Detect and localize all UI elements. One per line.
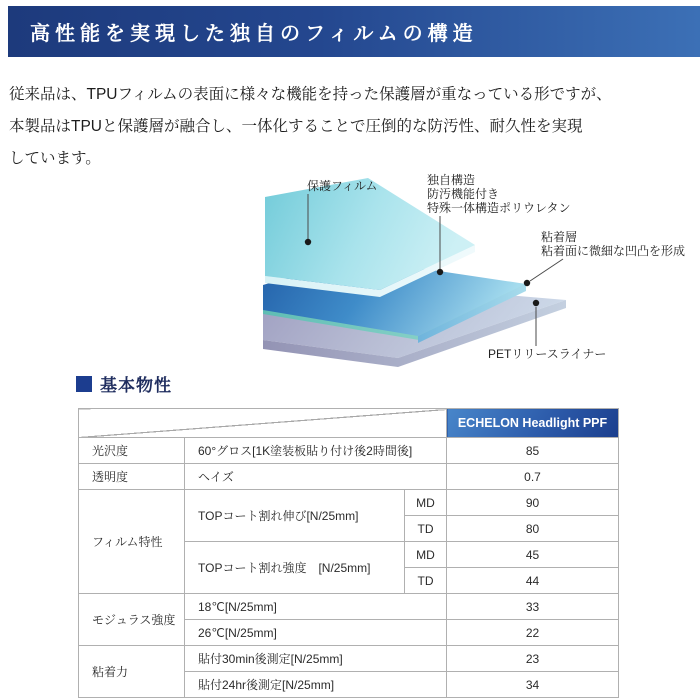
table-cell-value: 33	[447, 594, 619, 620]
table-cell-desc: 貼付30min後測定[N/25mm]	[185, 646, 447, 672]
label-pet-liner: PETリリースライナー	[488, 347, 607, 361]
intro-line: 従来品は、TPUフィルムの表面に様々な機能を持った保護層が重なっている形ですが、	[9, 86, 612, 103]
page-title: 高性能を実現した独自のフィルムの構造	[30, 21, 478, 45]
label-line-adhesive	[530, 259, 563, 281]
table-cell-direction: TD	[405, 516, 447, 542]
label-dot-adhesive	[524, 280, 530, 286]
table-cell-value: 22	[447, 620, 619, 646]
label-adhesive-1: 粘着層	[541, 230, 578, 244]
intro-paragraph	[9, 79, 694, 175]
table-cell-desc: TOPコート割れ強度 [N/25mm]	[185, 542, 405, 594]
table-cell-desc: 18℃[N/25mm]	[185, 594, 447, 620]
basic-properties-table	[78, 408, 619, 698]
table-cell-category: 光沢度	[79, 438, 185, 464]
diagonal-line-cell	[79, 409, 447, 438]
table-cell-value: 85	[447, 438, 619, 464]
section-title-text: 基本物性	[100, 376, 172, 395]
table-cell-value: 23	[447, 646, 619, 672]
label-adhesive-2: 粘着面に微細な凹凸を形成	[541, 244, 686, 258]
intro-line: 本製品はTPUと保護層が融合し、一体化することで圧倒的な防汚性、耐久性を実現	[9, 118, 583, 135]
table-row-film-elongation-md	[79, 490, 619, 516]
square-bullet-icon	[76, 376, 92, 392]
label-dot-pet	[533, 300, 539, 306]
basic-properties-table-wrap	[78, 408, 619, 698]
table-cell-value: 45	[447, 542, 619, 568]
label-unique-2: 防汚機能付き	[427, 187, 500, 201]
table-row-modulus-18	[79, 594, 619, 620]
product-column-header: ECHELON Headlight PPF	[447, 409, 619, 438]
table-cell-desc: TOPコート割れ伸び[N/25mm]	[185, 490, 405, 542]
table-cell-value: 80	[447, 516, 619, 542]
section-title	[76, 371, 172, 396]
label-unique-1: 独自構造	[427, 173, 476, 187]
table-cell-direction: MD	[405, 542, 447, 568]
table-cell-desc: 貼付24hr後測定[N/25mm]	[185, 672, 447, 698]
table-cell-value: 44	[447, 568, 619, 594]
table-cell-desc: 26℃[N/25mm]	[185, 620, 447, 646]
table-cell-direction: TD	[405, 568, 447, 594]
table-cell-category: 粘着力	[79, 646, 185, 698]
table-row-adhesion-30min	[79, 646, 619, 672]
table-cell-category: モジュラス強度	[79, 594, 185, 646]
table-cell-desc: ヘイズ	[185, 464, 447, 490]
intro-line: しています。	[9, 150, 101, 167]
label-unique-3: 特殊一体構造ポリウレタン	[427, 201, 571, 215]
table-cell-category: フィルム特性	[79, 490, 185, 594]
table-row-haze	[79, 464, 619, 490]
section-header-bar	[8, 6, 700, 57]
table-cell-value: 90	[447, 490, 619, 516]
table-row-gloss	[79, 438, 619, 464]
label-dot-protect	[305, 239, 311, 245]
table-cell-category: 透明度	[79, 464, 185, 490]
film-structure-diagram	[180, 170, 700, 380]
table-cell-value: 34	[447, 672, 619, 698]
label-dot-unique	[437, 269, 443, 275]
table-cell-direction: MD	[405, 490, 447, 516]
label-protect-film: 保護フィルム	[307, 179, 378, 193]
table-cell-desc: 60°グロス[1K塗装板貼り付け後2時間後]	[185, 438, 447, 464]
table-header-row	[79, 409, 619, 438]
table-cell-value: 0.7	[447, 464, 619, 490]
